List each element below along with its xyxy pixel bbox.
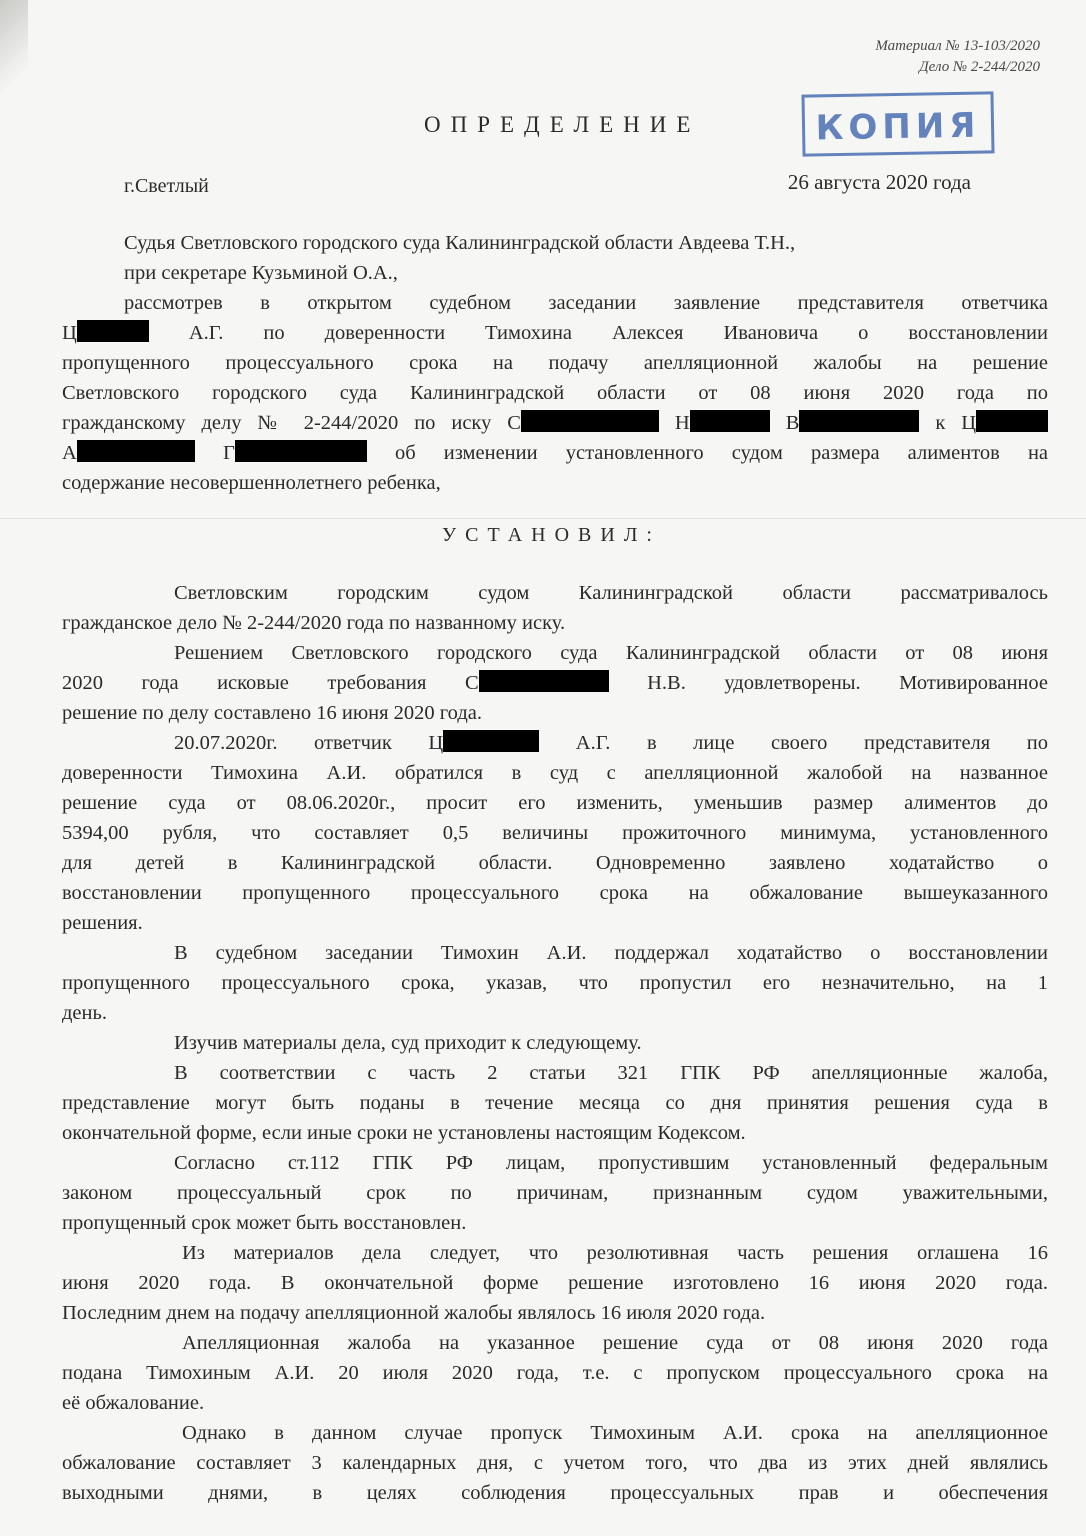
intro-line xyxy=(62,318,1048,348)
text-line: гражданское дело № 2-244/2020 года по названному иску. xyxy=(62,612,566,634)
redaction xyxy=(799,410,919,432)
redaction xyxy=(479,670,609,692)
redaction xyxy=(77,320,149,342)
page-fold-line xyxy=(0,518,1086,519)
redaction xyxy=(77,440,195,462)
intro-text: Г xyxy=(222,442,235,464)
intro-line: рассмотрев в открытом судебном заседании заявление представителя ответчика xyxy=(124,292,1048,314)
material-number: Материал № 13-103/2020 xyxy=(875,38,1040,54)
text-line: В соответствии с часть 2 статьи 321 ГПК РФ апелляционные жалоба, xyxy=(174,1062,1048,1084)
text-line: доверенности Тимохина А.И. обратился в суд с апелляционной жалобой на названное xyxy=(62,762,1048,784)
text-line: В судебном заседании Тимохин А.И. поддержал ходатайство о восстановлении xyxy=(174,942,1048,964)
text-line: Последним днем на подачу апелляционной жалобы являлось 16 июля 2020 года. xyxy=(62,1302,766,1324)
text-line: обжалование составляет 3 календарных дня, с учетом того, что два из этих дней являлись xyxy=(62,1452,1048,1474)
text-line: её обжалование. xyxy=(62,1392,205,1414)
text-line: Из материалов дела следует, что резолютивная часть решения оглашена 16 xyxy=(182,1242,1048,1264)
text-line xyxy=(62,668,1048,698)
text-line: окончательной форме, если иные сроки не установлены настоящим Кодексом. xyxy=(62,1122,746,1144)
text-line: решения. xyxy=(62,912,143,934)
document-title: ОПРЕДЕЛЕНИЕ xyxy=(424,112,701,137)
redaction xyxy=(976,410,1048,432)
inline-text: Н.В. удовлетворены. Мотивированное xyxy=(647,672,1048,694)
case-number: Дело № 2-244/2020 xyxy=(919,59,1040,75)
intro-line: пропущенного процессуального срока на подачу апелляционной жалобы на решение xyxy=(62,352,1048,374)
text-line: пропущенный срок может быть восстановлен. xyxy=(62,1212,467,1234)
text-line: выходными днями, в целях соблюдения процессуальных прав и обеспечения xyxy=(62,1482,1048,1504)
text-line: Светловским городским судом Калининградской области рассматривалось xyxy=(174,582,1048,604)
text-line: Апелляционная жалоба на указанное решение суда от 08 июня 2020 года xyxy=(182,1332,1048,1354)
text-line: законом процессуальный срок по причинам, признанным судом уважительными, xyxy=(62,1182,1048,1204)
city: г.Светлый xyxy=(124,175,209,197)
text-line: Решением Светловского городского суда Калининградской области от 08 июня xyxy=(174,642,1048,664)
intro-text: В xyxy=(785,412,800,434)
text-line: день. xyxy=(62,1002,107,1024)
intro-line xyxy=(62,408,1048,438)
inline-text: 20.07.2020г. ответчик Ц xyxy=(174,732,444,754)
intro-section xyxy=(62,228,1048,498)
text-line xyxy=(62,728,1048,758)
section-heading: УСТАНОВИЛ: xyxy=(442,524,661,546)
text-line: представление могут быть поданы в течение месяца со дня принятия решения суда в xyxy=(62,1092,1048,1114)
document-date: 26 августа 2020 года xyxy=(787,170,971,194)
intro-text: гражданскому делу № 2-244/2020 по иску С xyxy=(62,412,521,434)
text-line: для детей в Калининградской области. Одновременно заявлено ходатайство о xyxy=(62,852,1048,874)
intro-line xyxy=(62,438,1048,468)
inline-text: 2020 года исковые требования С xyxy=(62,672,479,694)
redaction xyxy=(443,730,539,752)
established-section xyxy=(62,578,1048,1508)
text-line: июня 2020 года. В окончательной форме решение изготовлено 16 июня 2020 года. xyxy=(62,1272,1048,1294)
redaction xyxy=(690,410,770,432)
intro-text: Ц xyxy=(62,322,77,344)
intro-line: содержание несовершеннолетнего ребенка, xyxy=(62,472,441,494)
text-line: Согласно ст.112 ГПК РФ лицам, пропустившим установленный федеральным xyxy=(174,1152,1048,1174)
text-line: пропущенного процессуального срока, указав, что пропустил его незначительно, на 1 xyxy=(62,972,1048,994)
intro-line: при секретаре Кузьминой О.А., xyxy=(124,262,398,284)
scan-shadow xyxy=(0,0,28,110)
intro-line: Светловского городского суда Калининградской области от 08 июня 2020 года по xyxy=(62,382,1048,404)
redaction xyxy=(235,440,367,462)
intro-text: А.Г. по доверенности Тимохина Алексея Ивановича о восстановлении xyxy=(188,322,1048,344)
text-line: решение суда от 08.06.2020г., просит его изменить, уменьшив размер алиментов до xyxy=(62,792,1048,814)
intro-text: об изменении установленного судом размера алиментов на xyxy=(394,442,1049,464)
copy-stamp: КОПИЯ xyxy=(801,91,994,156)
text-line: Однако в данном случае пропуск Тимохиным А.И. срока на апелляционное xyxy=(182,1422,1048,1444)
text-line: решение по делу составлено 16 июня 2020 года. xyxy=(62,702,482,724)
text-line: 5394,00 рубля, что составляет 0,5 величины прожиточного минимума, установленного xyxy=(62,822,1048,844)
intro-line: Судья Светловского городского суда Калининградской области Авдеева Т.Н., xyxy=(124,232,796,254)
inline-text: А.Г. в лице своего представителя по xyxy=(575,732,1049,754)
text-line: восстановлении пропущенного процессуального срока на обжалование вышеуказанного xyxy=(62,882,1048,904)
redaction xyxy=(521,410,659,432)
text-line: Изучив материалы дела, суд приходит к следующему. xyxy=(174,1032,642,1054)
text-line: подана Тимохиным А.И. 20 июля 2020 года, т.е. с пропуском процессуального срока на xyxy=(62,1362,1048,1384)
intro-text: А xyxy=(62,442,77,464)
intro-text: Н xyxy=(674,412,690,434)
intro-text: к Ц xyxy=(935,412,977,434)
